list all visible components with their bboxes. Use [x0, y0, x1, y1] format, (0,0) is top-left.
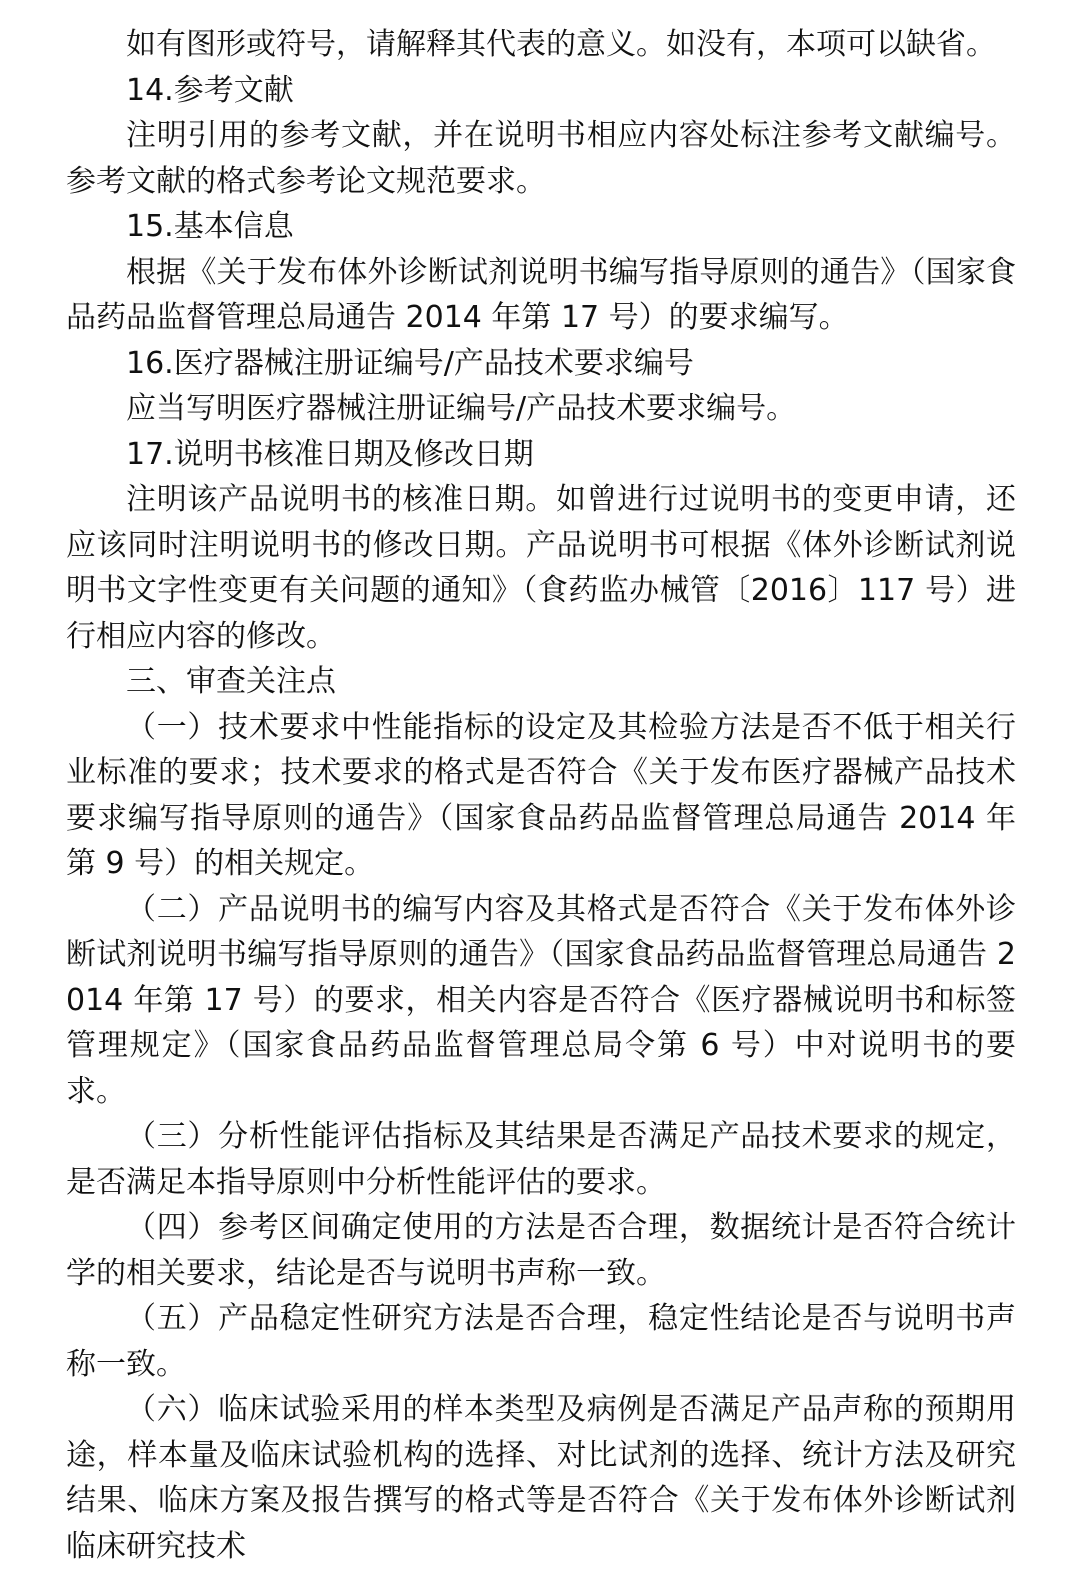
review-point-paragraph: （四）参考区间确定使用的方法是否合理，数据统计是否符合统计学的相关要求，结论是否与说明书声称一致。	[66, 1210, 1016, 1291]
body-paragraph: 应当写明医疗器械注册证编号/产品技术要求编号。	[126, 391, 797, 426]
review-point-paragraph: （一）技术要求中性能指标的设定及其检验方法是否不低于相关行业标准的要求；技术要求的格式是否符合《关于发布医疗器械产品技术要求编写指导原则的通告》（国家食品药品监督管理总局通告 2014 年第 9 号）的相关规定。	[66, 709, 1016, 881]
review-point-paragraph: （三）分析性能评估指标及其结果是否满足产品技术要求的规定，是否满足本指导原则中分析性能评估的要求。	[66, 1119, 1016, 1200]
section-heading: 15.基本信息	[126, 209, 294, 244]
section-heading: 14.参考文献	[126, 72, 294, 108]
review-point-paragraph: （六）临床试验采用的样本类型及病例是否满足产品声称的预期用途，样本量及临床试验机构的选择、对比试剂的选择、统计方法及研究结果、临床方案及报告撰写的格式等是否符合《关于发布体外诊断试剂临床研究技术	[66, 1392, 1016, 1564]
review-point-paragraph: （二）产品说明书的编写内容及其格式是否符合《关于发布体外诊断试剂说明书编写指导原则的通告》（国家食品药品监督管理总局通告 2014 年第 17 号）的要求，相关内容是否符合《医疗器械说明书和标签管理规定》（国家食品药品监督管理总局令第 6 号）中对说明书的要求。	[66, 891, 1016, 1109]
section-heading: 三、审查关注点	[126, 664, 336, 699]
review-point-paragraph: （五）产品稳定性研究方法是否合理，稳定性结论是否与说明书声称一致。	[66, 1301, 1016, 1382]
body-paragraph: 根据《关于发布体外诊断试剂说明书编写指导原则的通告》（国家食品药品监督管理总局通告 2014 年第 17 号）的要求编写。	[66, 254, 1016, 335]
section-heading: 17.说明书核准日期及修改日期	[126, 436, 534, 472]
section-heading: 16.医疗器械注册证编号/产品技术要求编号	[126, 345, 694, 381]
body-paragraph: 注明引用的参考文献，并在说明书相应内容处标注参考文献编号。参考文献的格式参考论文规范要求。	[66, 118, 1016, 199]
body-paragraph: 如有图形或符号，请解释其代表的意义。如没有，本项可以缺省。	[126, 27, 996, 62]
body-paragraph: 注明该产品说明书的核准日期。如曾进行过说明书的变更申请，还应该同时注明说明书的修改日期。产品说明书可根据《体外诊断试剂说明书文字性变更有关问题的通知》（食药监办械管〔2016〕117 号）进行相应内容的修改。	[66, 482, 1016, 654]
